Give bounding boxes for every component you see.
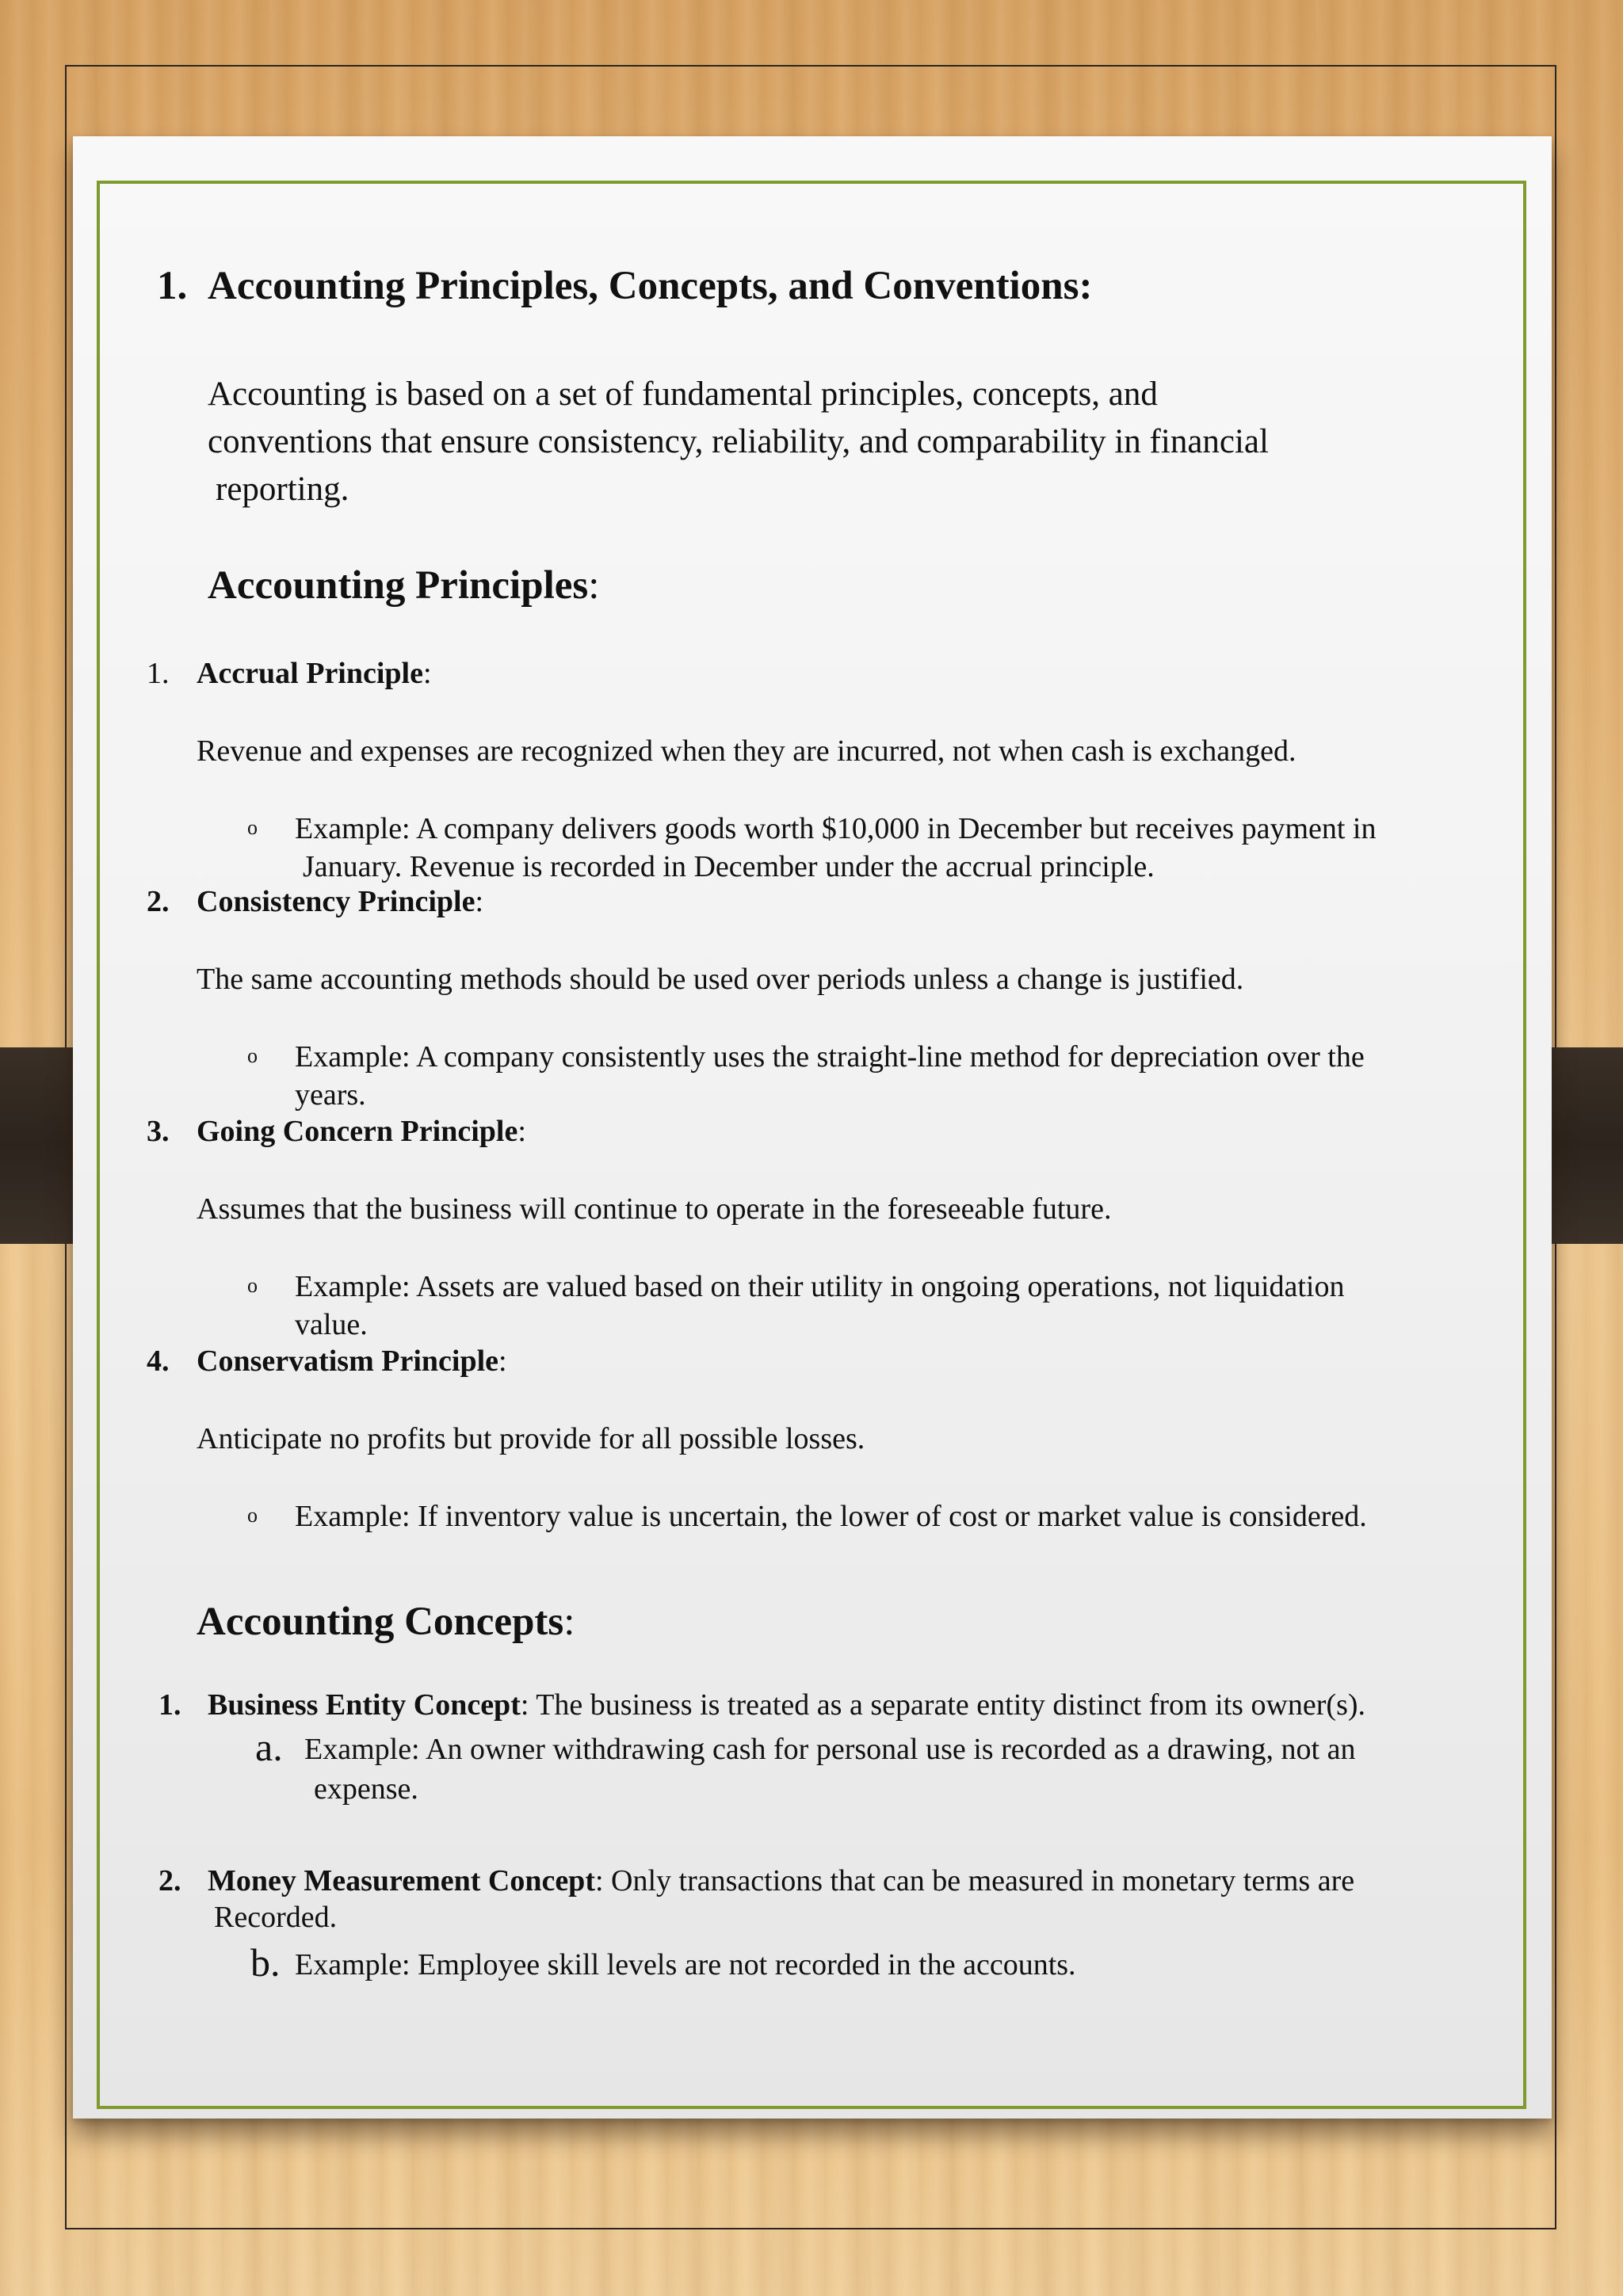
principle-3-title: Going Concern Principle: (197, 1115, 526, 1148)
bullet-icon: o (247, 1044, 258, 1067)
concepts-heading: Accounting Concepts: (197, 1600, 575, 1644)
principle-4-description: Anticipate no profits but provide for all possible losses. (197, 1422, 865, 1455)
concept-2-text: Money Measurement Concept: Only transactions that can be measured in monetary terms are (208, 1864, 1355, 1897)
principle-2-example-line-2: years. (295, 1078, 366, 1112)
concept-2-number: 2. (158, 1864, 181, 1897)
intro-line-2: conventions that ensure consistency, reliability, and comparability in financial (208, 423, 1269, 460)
concept-1-example-line-2: expense. (314, 1772, 418, 1806)
concept-2-continuation: Recorded. (214, 1901, 338, 1934)
principle-3-description: Assumes that the business will continue to operate in the foreseeable future. (197, 1192, 1112, 1226)
intro-line-1: Accounting is based on a set of fundamental principles, concepts, and (208, 376, 1158, 413)
bullet-icon: o (247, 1504, 258, 1527)
principle-2-description: The same accounting methods should be used over periods unless a change is justified. (197, 963, 1244, 996)
title-number: 1. (157, 264, 188, 308)
principle-2-example-line-1: Example: A company consistently uses the straight-line method for depreciation over the (295, 1040, 1365, 1074)
concept-1-example-line-1: Example: An owner withdrawing cash for personal use is recorded as a drawing, not an (304, 1733, 1356, 1766)
concept-2-example-line-1: Example: Employee skill levels are not recorded in the accounts. (295, 1948, 1076, 1981)
principle-1-example-line-1: Example: A company delivers goods worth $10,000 in December but receives payment in (295, 812, 1377, 845)
intro-line-3: reporting. (216, 471, 349, 508)
principle-4-title: Conservatism Principle: (197, 1344, 507, 1378)
principle-1-example-line-2: January. Revenue is recorded in December under the accrual principle. (303, 850, 1155, 883)
principle-4-number: 4. (147, 1344, 170, 1378)
concept-2-letter: b. (250, 1940, 281, 1985)
principle-3-example-line-1: Example: Assets are valued based on their utility in ongoing operations, not liquidation (295, 1270, 1345, 1303)
principle-3-example-line-2: value. (295, 1308, 368, 1341)
principle-1-title: Accrual Principle: (197, 657, 432, 690)
principle-1-description: Revenue and expenses are recognized when they are incurred, not when cash is exchanged. (197, 734, 1296, 768)
concept-1-letter: a. (255, 1725, 283, 1769)
principle-1-number: 1. (147, 657, 170, 690)
principle-4-example-line-1: Example: If inventory value is uncertain, the lower of cost or market value is considered. (295, 1500, 1367, 1533)
principle-2-title: Consistency Principle: (197, 885, 484, 918)
principle-3-number: 3. (147, 1115, 170, 1148)
concept-1-text: Business Entity Concept: The business is treated as a separate entity distinct from its owner(s). (208, 1688, 1366, 1722)
principles-heading: Accounting Principles: (208, 563, 600, 608)
page-title: Accounting Principles, Concepts, and Conventions: (208, 264, 1093, 308)
bullet-icon: o (247, 1274, 258, 1297)
principle-2-number: 2. (147, 885, 170, 918)
concept-1-number: 1. (158, 1688, 181, 1722)
bullet-icon: o (247, 816, 258, 839)
